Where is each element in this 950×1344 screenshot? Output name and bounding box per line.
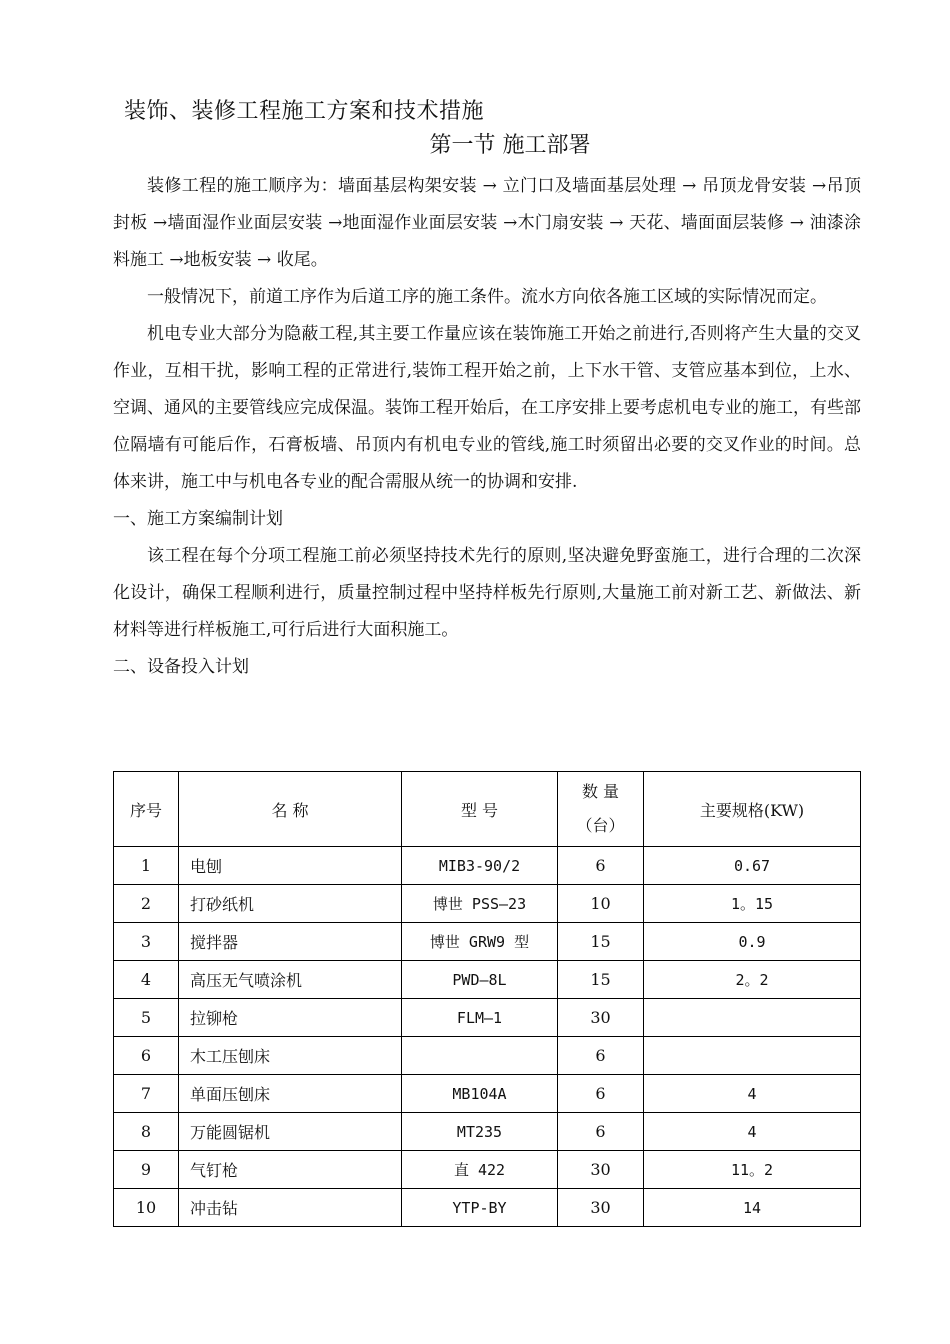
header-qty-line1: 数 量: [581, 782, 620, 801]
paragraph-sequence: 装修工程的施工顺序为：墙面基层构架安装 → 立门口及墙面基层处理 → 吊顶龙骨安装 →吊顶封板 →墙面湿作业面层安装 →地面湿作业面层安装 →木门扇安装 → 天花、墙面面层装修 → 油漆涂料施工 →地板安装 → 收尾。: [113, 176, 861, 270]
cell-no: 2: [114, 885, 179, 923]
cell-qty: 6: [558, 847, 644, 885]
cell-qty: 15: [558, 923, 644, 961]
table-row: [114, 847, 861, 885]
cell-name: 木工压刨床: [179, 1037, 402, 1075]
table-row: [114, 1151, 861, 1189]
cell-qty: 30: [558, 999, 644, 1037]
cell-spec: 4: [644, 1113, 861, 1151]
cell-no: 7: [114, 1075, 179, 1113]
table-row: [114, 961, 861, 999]
cell-qty: 30: [558, 1189, 644, 1227]
cell-name: 打砂纸机: [179, 885, 402, 923]
table-row: [114, 1189, 861, 1227]
cell-name: 冲击钻: [179, 1189, 402, 1227]
header-no: 序号: [114, 772, 179, 847]
cell-spec: 2。2: [644, 961, 861, 999]
cell-model: MIB3-90/2: [402, 847, 558, 885]
paragraph-flow: 一般情况下，前道工序作为后道工序的施工条件。流水方向依各施工区域的实际情况而定。: [147, 287, 827, 307]
cell-name: 气钉枪: [179, 1151, 402, 1189]
cell-qty: 30: [558, 1151, 644, 1189]
document-title: 装饰、装修工程施工方案和技术措施: [124, 99, 485, 124]
header-spec: 主要规格(KW): [644, 772, 861, 847]
section-title: 第一节 施工部署: [429, 133, 591, 158]
cell-no: 4: [114, 961, 179, 999]
cell-name: 电刨: [179, 847, 402, 885]
cell-spec: [644, 999, 861, 1037]
header-name: 名 称: [179, 772, 402, 847]
table-row: [114, 885, 861, 923]
table-header-row: [114, 772, 861, 847]
cell-model: 博世 PSS—23: [402, 885, 558, 923]
cell-name: 搅拌器: [179, 923, 402, 961]
cell-model: 博世 GRW9 型: [402, 923, 558, 961]
cell-name: 高压无气喷涂机: [179, 961, 402, 999]
cell-model: PWD—8L: [402, 961, 558, 999]
cell-name: 万能圆锯机: [179, 1113, 402, 1151]
cell-no: 9: [114, 1151, 179, 1189]
cell-spec: 1。15: [644, 885, 861, 923]
header-model: 型 号: [402, 772, 558, 847]
cell-model: YTP-BY: [402, 1189, 558, 1227]
table-row: [114, 1075, 861, 1113]
cell-spec: [644, 1037, 861, 1075]
cell-spec: 0.9: [644, 923, 861, 961]
paragraph-mep: 机电专业大部分为隐蔽工程,其主要工作量应该在装饰施工开始之前进行,否则将产生大量的交叉作业，互相干扰，影响工程的正常进行,装饰工程开始之前，上下水干管、支管应基本到位，上水、空调、通风的主要管线应完成保温。装饰工程开始后，在工序安排上要考虑机电专业的施工，有些部位隔墙有可能后作，石膏板墙、吊顶内有机电专业的管线,施工时须留出必要的交叉作业的时间。总体来讲，施工中与机电各专业的配合需服从统一的协调和安排.: [113, 324, 861, 492]
cell-qty: 10: [558, 885, 644, 923]
heading-plan: 一、施工方案编制计划: [113, 509, 283, 529]
table-row: [114, 999, 861, 1037]
cell-model: [402, 1037, 558, 1075]
cell-no: 6: [114, 1037, 179, 1075]
cell-model: FLM—1: [402, 999, 558, 1037]
cell-no: 3: [114, 923, 179, 961]
equipment-table: [113, 771, 861, 1227]
cell-spec: 14: [644, 1189, 861, 1227]
cell-spec: 4: [644, 1075, 861, 1113]
cell-model: MB104A: [402, 1075, 558, 1113]
cell-name: 拉铆枪: [179, 999, 402, 1037]
cell-name: 单面压刨床: [179, 1075, 402, 1113]
table-row: [114, 1113, 861, 1151]
heading-equipment: 二、设备投入计划: [113, 657, 249, 677]
cell-model: 直 422: [402, 1151, 558, 1189]
header-qty: [558, 772, 644, 847]
cell-no: 1: [114, 847, 179, 885]
document-body: [113, 168, 861, 686]
cell-qty: 6: [558, 1075, 644, 1113]
cell-spec: 11。2: [644, 1151, 861, 1189]
cell-qty: 6: [558, 1037, 644, 1075]
cell-no: 5: [114, 999, 179, 1037]
cell-qty: 15: [558, 961, 644, 999]
cell-model: MT235: [402, 1113, 558, 1151]
table-row: [114, 1037, 861, 1075]
table-row: [114, 923, 861, 961]
cell-no: 8: [114, 1113, 179, 1151]
cell-spec: 0.67: [644, 847, 861, 885]
header-qty-line2: （台）: [576, 816, 625, 835]
paragraph-plan: 该工程在每个分项工程施工前必须坚持技术先行的原则,坚决避免野蛮施工，进行合理的二次深化设计，确保工程顺利进行，质量控制过程中坚持样板先行原则,大量施工前对新工艺、新做法、新材料等进行样板施工,可行后进行大面积施工。: [113, 546, 861, 640]
cell-qty: 6: [558, 1113, 644, 1151]
cell-no: 10: [114, 1189, 179, 1227]
